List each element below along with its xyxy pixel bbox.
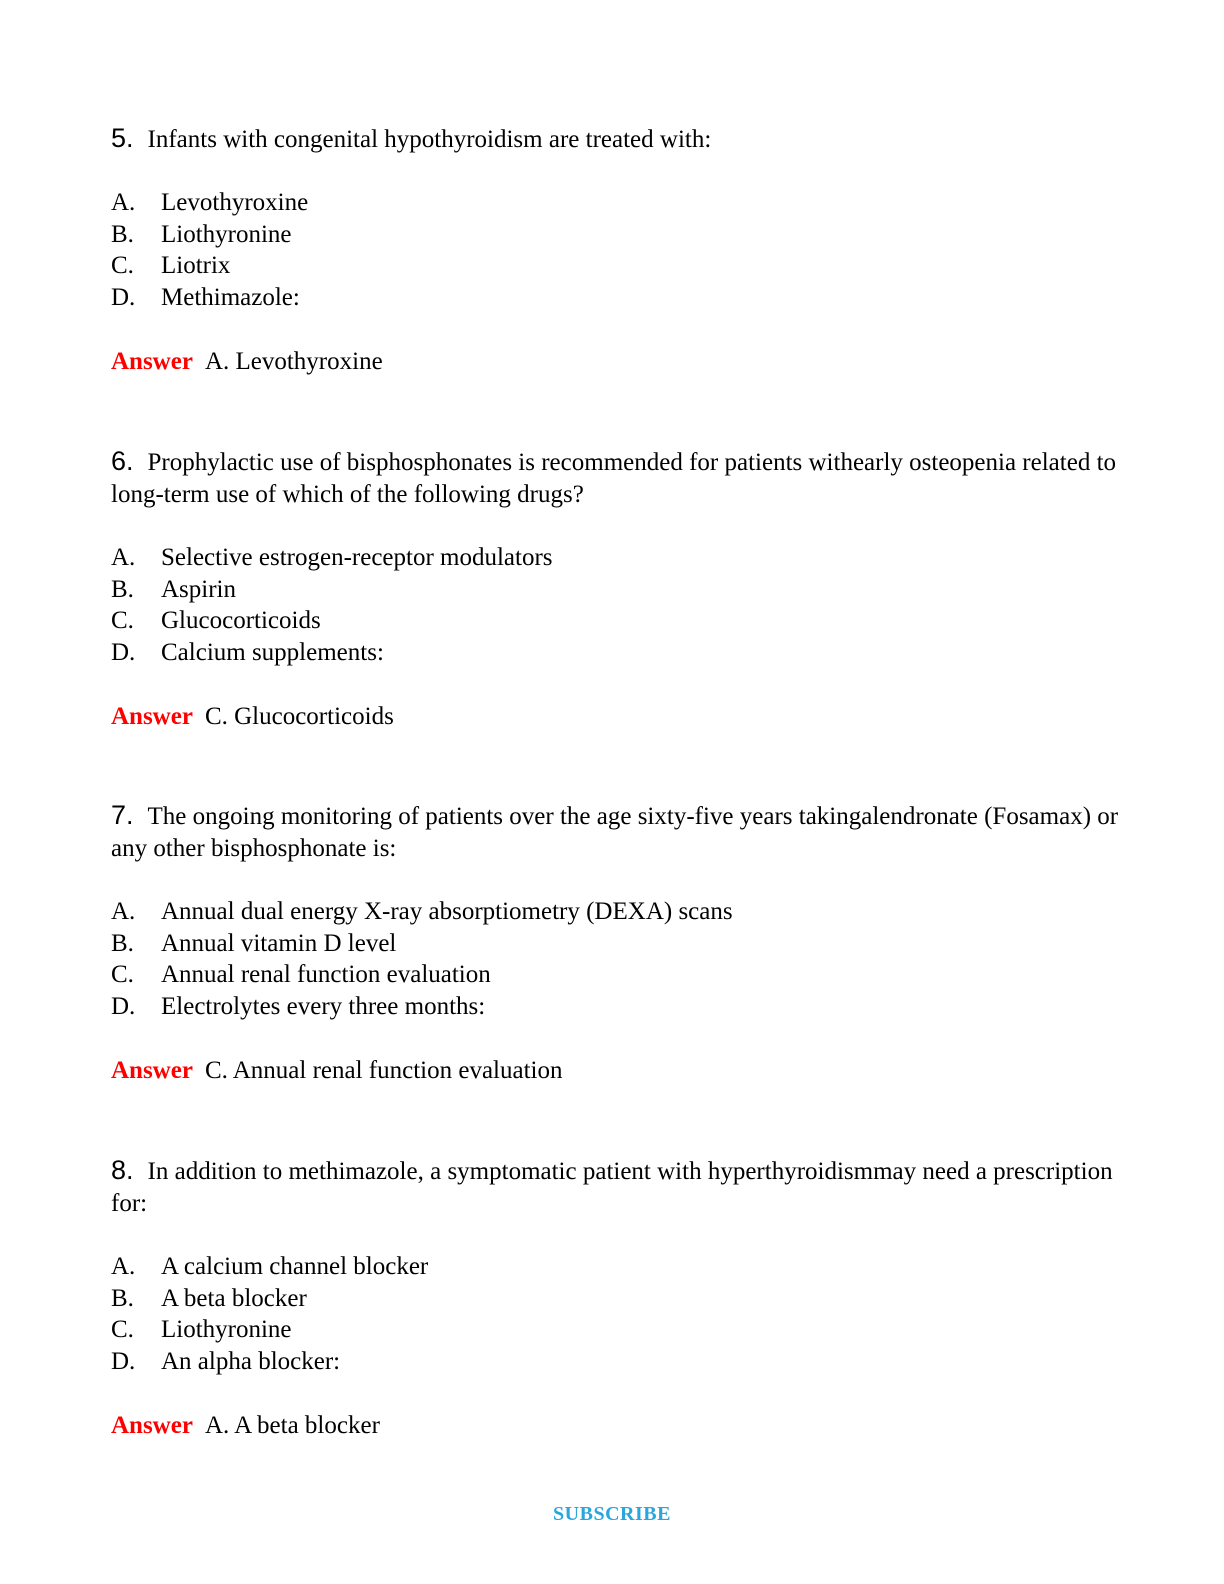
option-a <box>111 542 1121 574</box>
answer-label: Answer <box>111 347 193 375</box>
option-b <box>111 928 1121 960</box>
options-list <box>111 187 1121 314</box>
option-letter: B. <box>111 929 134 957</box>
options-list <box>111 542 1121 669</box>
answer <box>111 701 1121 733</box>
option-d <box>111 1346 1121 1378</box>
question-number: 6. <box>111 446 134 476</box>
option-c <box>111 605 1121 637</box>
option-d <box>111 991 1121 1023</box>
answer-label: Answer <box>111 1056 193 1084</box>
option-text: Calcium supplements: <box>161 639 384 667</box>
answer-text: C. Annual renal function evaluation <box>204 1056 563 1084</box>
option-letter: C. <box>111 1316 134 1344</box>
option-letter: D. <box>111 1348 136 1376</box>
option-text: Levothyroxine <box>161 189 309 216</box>
option-c <box>111 1314 1121 1346</box>
answer-text: A. Levothyroxine <box>204 347 383 375</box>
answer-label: Answer <box>111 1411 193 1439</box>
question-number: 5. <box>111 123 134 153</box>
option-text: Annual vitamin D level <box>161 929 397 957</box>
option-c <box>111 959 1121 991</box>
subscribe-link[interactable]: SUBSCRIBE <box>553 1503 671 1525</box>
options-list <box>111 1251 1121 1378</box>
answer-text: C. Glucocorticoids <box>204 702 394 730</box>
option-text: Methimazole: <box>161 284 300 312</box>
option-letter: A. <box>111 898 136 925</box>
option-letter: C. <box>111 607 134 635</box>
option-d <box>111 637 1121 669</box>
question-text <box>111 122 1121 156</box>
option-b <box>111 1283 1121 1315</box>
option-letter: C. <box>111 961 134 989</box>
question-8 <box>111 1154 1121 1442</box>
option-a <box>111 1251 1121 1283</box>
answer <box>111 346 1121 378</box>
option-text: Aspirin <box>161 575 236 603</box>
question-7 <box>111 799 1121 1087</box>
question-6 <box>111 445 1121 733</box>
option-a <box>111 896 1121 928</box>
option-letter: B. <box>111 1284 134 1312</box>
option-letter: D. <box>111 993 136 1021</box>
option-b <box>111 574 1121 606</box>
question-number: 7. <box>111 800 134 830</box>
option-text: A calcium channel blocker <box>161 1253 429 1280</box>
option-text: Liothyronine <box>161 1316 292 1344</box>
option-letter: A. <box>111 189 136 216</box>
question-body: Prophylactic use of bisphosphonates is recommended for patients withearly osteopenia related to long-term use of which of the following drugs? <box>111 449 1117 508</box>
option-letter: A. <box>111 1253 136 1280</box>
option-text: Liotrix <box>161 252 231 280</box>
option-letter: B. <box>111 575 134 603</box>
option-a <box>111 187 1121 219</box>
option-text: Liothyronine <box>161 220 292 248</box>
option-text: Annual dual energy X-ray absorptiometry (DEXA) scans <box>161 898 733 925</box>
question-body: In addition to methimazole, a symptomatic patient with hyperthyroidismmay need a prescription for: <box>111 1158 1113 1217</box>
option-d <box>111 282 1121 314</box>
answer <box>111 1410 1121 1442</box>
option-letter: D. <box>111 639 136 667</box>
question-text <box>111 799 1121 865</box>
option-text: An alpha blocker: <box>161 1348 341 1376</box>
question-5 <box>111 122 1121 378</box>
option-letter: B. <box>111 220 134 248</box>
option-letter: D. <box>111 284 136 312</box>
answer-text: A. A beta blocker <box>204 1411 380 1439</box>
question-text <box>111 1154 1121 1220</box>
option-c <box>111 250 1121 282</box>
option-text: Glucocorticoids <box>161 607 321 635</box>
option-text: Electrolytes every three months: <box>161 993 486 1021</box>
answer <box>111 1055 1121 1087</box>
option-text: Selective estrogen-receptor modulators <box>161 544 553 571</box>
option-text: A beta blocker <box>161 1284 307 1312</box>
option-b <box>111 219 1121 251</box>
answer-label: Answer <box>111 702 193 730</box>
options-list <box>111 896 1121 1023</box>
option-letter: C. <box>111 252 134 280</box>
question-body: Infants with congenital hypothyroidism are treated with: <box>147 126 712 153</box>
option-text: Annual renal function evaluation <box>161 961 491 989</box>
option-letter: A. <box>111 544 136 571</box>
question-number: 8. <box>111 1155 134 1185</box>
question-body: The ongoing monitoring of patients over the age sixty-five years takingalendronate (Fosamax) or any other bisphosphonate is: <box>111 803 1119 862</box>
question-text <box>111 445 1121 511</box>
